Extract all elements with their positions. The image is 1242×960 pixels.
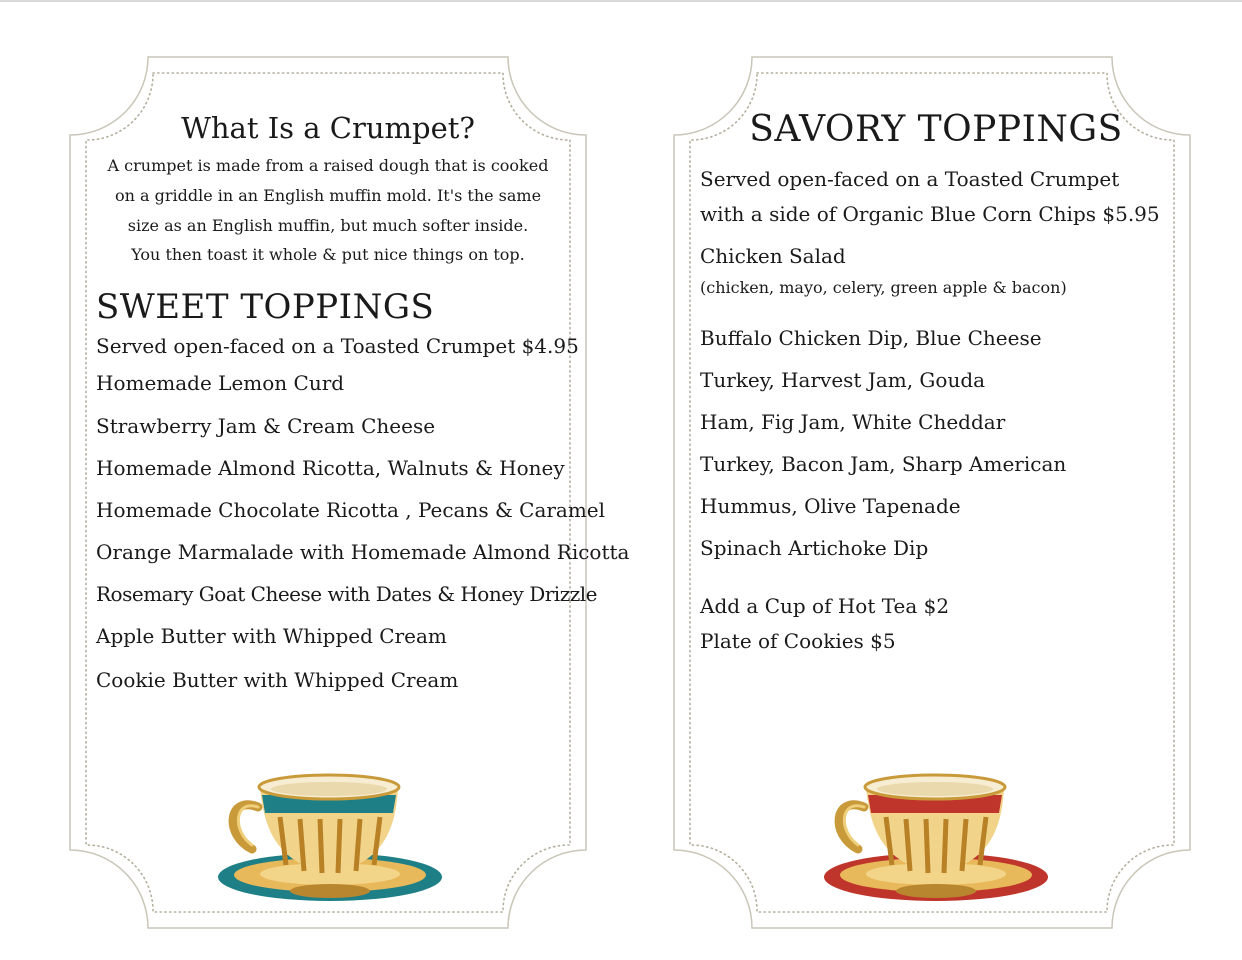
- intro-line: A crumpet is made from a raised dough that is cooked: [107, 156, 549, 175]
- savory-served-line: Served open-faced on a Toasted Crumpet: [700, 167, 1120, 191]
- menu-item-detail: (chicken, mayo, celery, green apple & bacon): [700, 278, 1067, 297]
- extra-item: Plate of Cookies $5: [700, 629, 896, 653]
- menu-item: Spinach Artichoke Dip: [700, 536, 929, 560]
- savory-heading: SAVORY TOPPINGS: [749, 109, 1123, 150]
- menu-item: Strawberry Jam & Cream Cheese: [96, 414, 436, 438]
- menu-item: Homemade Chocolate Ricotta , Pecans & Caramel: [96, 498, 606, 522]
- intro-line: on a griddle in an English muffin mold. It's the same: [114, 186, 542, 205]
- sweet-served-line: Served open-faced on a Toasted Crumpet $4.95: [96, 334, 579, 358]
- teal-teacup-icon: [210, 765, 450, 915]
- menu-item: Homemade Almond Ricotta, Walnuts & Honey: [96, 456, 565, 480]
- menu-item: Buffalo Chicken Dip, Blue Cheese: [700, 326, 1042, 350]
- savory-served-line: with a side of Organic Blue Corn Chips $5.95: [700, 202, 1160, 226]
- menu-item: Orange Marmalade with Homemade Almond Ricotta: [96, 540, 630, 564]
- menu-item: Ham, Fig Jam, White Cheddar: [700, 410, 1006, 434]
- menu-item: Apple Butter with Whipped Cream: [96, 624, 447, 648]
- menu-item: Cookie Butter with Whipped Cream: [96, 668, 459, 692]
- extra-item: Add a Cup of Hot Tea $2: [700, 594, 950, 618]
- intro-title: What Is a Crumpet?: [181, 111, 475, 145]
- sweet-heading: SWEET TOPPINGS: [96, 287, 435, 327]
- left-menu-panel: [68, 55, 630, 930]
- menu-item: Rosemary Goat Cheese with Dates & Honey Drizzle: [96, 582, 598, 606]
- top-divider: [0, 0, 1242, 2]
- right-menu-panel: [672, 55, 1192, 930]
- menu-item: Turkey, Harvest Jam, Gouda: [700, 368, 986, 392]
- menu-item: Homemade Lemon Curd: [96, 371, 345, 395]
- menu-item: Turkey, Bacon Jam, Sharp American: [700, 452, 1067, 476]
- intro-line: You then toast it whole & put nice things on top.: [131, 245, 525, 264]
- intro-line: size as an English muffin, but much softer inside.: [127, 216, 529, 235]
- red-teacup-icon: [816, 765, 1056, 915]
- menu-item: Hummus, Olive Tapenade: [700, 494, 961, 518]
- menu-item: Chicken Salad: [700, 244, 846, 268]
